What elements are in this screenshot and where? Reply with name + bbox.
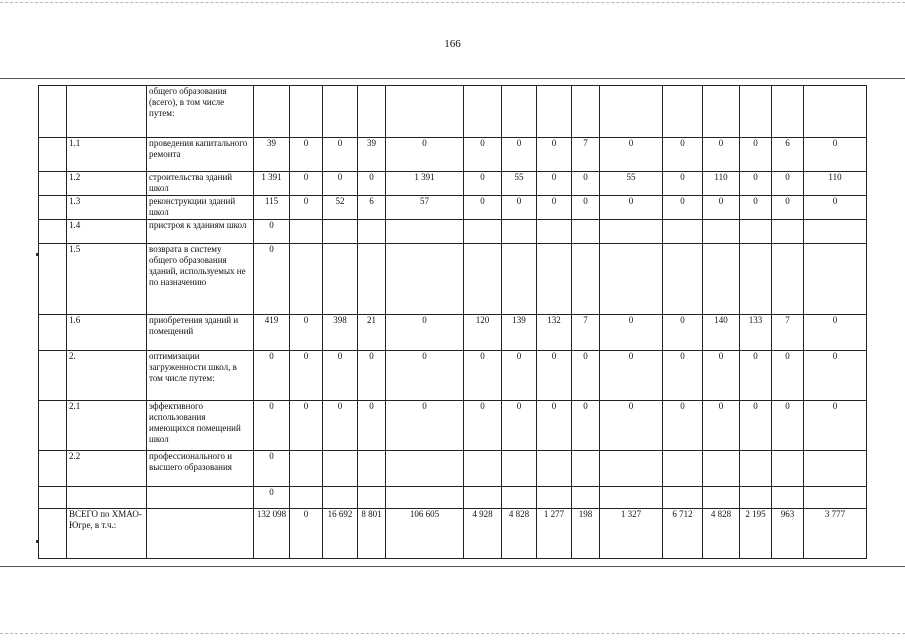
table-cell — [323, 244, 358, 315]
row-marker-cell — [39, 451, 67, 487]
table-cell: 0 — [254, 351, 290, 401]
table-row — [39, 487, 867, 509]
table-cell: 0 — [772, 351, 804, 401]
table-row — [39, 244, 867, 315]
table-cell: 57 — [386, 196, 464, 220]
table-cell: 0 — [464, 401, 502, 451]
table-cell — [537, 86, 572, 138]
table-cell: 39 — [254, 138, 290, 172]
table-cell: 0 — [772, 196, 804, 220]
table-cell — [502, 487, 537, 509]
table-cell — [663, 451, 703, 487]
table-cell: 419 — [254, 315, 290, 351]
table-cell — [772, 487, 804, 509]
total-cell: 198 — [572, 509, 600, 559]
table-cell — [502, 451, 537, 487]
table-cell — [464, 451, 502, 487]
table-cell — [572, 86, 600, 138]
table-cell — [537, 451, 572, 487]
table-cell — [703, 451, 740, 487]
row-marker-cell — [39, 220, 67, 244]
total-cell: 3 777 — [804, 509, 867, 559]
table-cell — [290, 220, 323, 244]
table-row — [39, 172, 867, 196]
table-cell: 0 — [254, 451, 290, 487]
page-number: 166 — [444, 38, 461, 50]
row-marker-cell — [39, 315, 67, 351]
table-cell — [358, 244, 386, 315]
total-cell: 4 828 — [502, 509, 537, 559]
table-cell: 0 — [804, 351, 867, 401]
data-table — [38, 85, 867, 559]
table-cell — [464, 487, 502, 509]
table-cell: 0 — [663, 138, 703, 172]
total-cell: 4 828 — [703, 509, 740, 559]
row-number: 1.2 — [67, 172, 147, 196]
row-label — [147, 487, 254, 509]
table-cell — [537, 487, 572, 509]
row-number: 1.5 — [67, 244, 147, 315]
table-cell: 1 391 — [386, 172, 464, 196]
table-cell — [358, 86, 386, 138]
table-cell: 0 — [358, 351, 386, 401]
row-label: возврата в систему общего образования зданий, используемых не по назначению — [147, 244, 254, 315]
table-cell — [663, 244, 703, 315]
row-label: общего образования (всего), в том числе путем: — [147, 86, 254, 138]
table-cell: 0 — [772, 172, 804, 196]
row-number: 2.2 — [67, 451, 147, 487]
table-cell: 0 — [703, 351, 740, 401]
table-cell: 0 — [464, 138, 502, 172]
table-cell — [703, 244, 740, 315]
table-cell: 0 — [323, 138, 358, 172]
table-cell: 6 — [358, 196, 386, 220]
table-cell: 0 — [740, 401, 772, 451]
table-cell: 0 — [740, 172, 772, 196]
total-cell: 8 801 — [358, 509, 386, 559]
scan-edge-bottom — [0, 633, 905, 634]
table-cell: 0 — [290, 196, 323, 220]
table-cell: 0 — [600, 351, 663, 401]
table-cell: 0 — [600, 196, 663, 220]
row-label: проведения капитального ремонта — [147, 138, 254, 172]
total-cell: 106 605 — [386, 509, 464, 559]
table-cell: 110 — [804, 172, 867, 196]
table-cell — [323, 487, 358, 509]
table-row — [39, 401, 867, 451]
table-cell: 0 — [663, 196, 703, 220]
table-cell — [386, 451, 464, 487]
table-cell: 0 — [290, 172, 323, 196]
table-cell — [358, 487, 386, 509]
table-cell — [537, 244, 572, 315]
table-cell: 0 — [254, 401, 290, 451]
row-number: 1.3 — [67, 196, 147, 220]
table-cell — [663, 86, 703, 138]
table-cell: 0 — [537, 172, 572, 196]
table-cell: 1 391 — [254, 172, 290, 196]
table-cell: 0 — [537, 401, 572, 451]
table-cell: 0 — [703, 196, 740, 220]
table-cell — [804, 487, 867, 509]
total-cell: 1 277 — [537, 509, 572, 559]
table-cell — [772, 244, 804, 315]
table-cell — [703, 487, 740, 509]
row-label: оптимизации загруженности школ, в том числе путем: — [147, 351, 254, 401]
table-cell — [464, 220, 502, 244]
table-cell — [740, 487, 772, 509]
table-cell — [464, 244, 502, 315]
table-cell: 55 — [600, 172, 663, 196]
table-cell: 7 — [572, 138, 600, 172]
row-marker-cell — [39, 196, 67, 220]
total-cell: 0 — [290, 509, 323, 559]
table-cell — [740, 86, 772, 138]
table-cell — [804, 451, 867, 487]
table-cell — [502, 220, 537, 244]
table-cell: 0 — [600, 315, 663, 351]
row-marker-cell — [39, 487, 67, 509]
row-marker-cell — [39, 244, 67, 315]
table-cell — [772, 220, 804, 244]
table-cell: 139 — [502, 315, 537, 351]
table-cell: 55 — [502, 172, 537, 196]
row-label: приобретения зданий и помещений — [147, 315, 254, 351]
table-row — [39, 196, 867, 220]
table-cell: 0 — [663, 401, 703, 451]
table-cell: 0 — [464, 196, 502, 220]
table-cell: 0 — [502, 196, 537, 220]
table-cell — [323, 451, 358, 487]
table-cell — [804, 244, 867, 315]
footer-divider — [0, 566, 905, 567]
row-marker-cell — [39, 138, 67, 172]
table-cell: 0 — [502, 138, 537, 172]
table-cell: 0 — [290, 138, 323, 172]
table-cell — [572, 244, 600, 315]
table-cell: 0 — [358, 401, 386, 451]
table-cell: 0 — [323, 172, 358, 196]
table-cell: 140 — [703, 315, 740, 351]
table-cell: 0 — [323, 401, 358, 451]
total-cell: 16 692 — [323, 509, 358, 559]
table-cell: 0 — [254, 220, 290, 244]
row-number: 1.1 — [67, 138, 147, 172]
header-divider — [0, 78, 905, 79]
table-cell — [290, 86, 323, 138]
table-cell: 0 — [663, 351, 703, 401]
table-cell: 0 — [804, 138, 867, 172]
table-cell: 0 — [572, 351, 600, 401]
table-row — [39, 86, 867, 138]
table-cell: 0 — [502, 401, 537, 451]
table-cell: 0 — [740, 351, 772, 401]
total-empty-cell — [147, 509, 254, 559]
table-cell: 0 — [804, 315, 867, 351]
table-cell — [386, 86, 464, 138]
table-cell: 0 — [537, 351, 572, 401]
table-cell — [600, 451, 663, 487]
table-cell — [464, 86, 502, 138]
table-cell — [663, 487, 703, 509]
table-cell — [290, 244, 323, 315]
table-cell — [386, 487, 464, 509]
row-number — [67, 487, 147, 509]
row-label: пристроя к зданиям школ — [147, 220, 254, 244]
row-number — [67, 86, 147, 138]
table-cell: 0 — [290, 315, 323, 351]
table-cell: 0 — [386, 315, 464, 351]
table-cell: 0 — [804, 401, 867, 451]
table-cell — [502, 86, 537, 138]
table-cell — [254, 86, 290, 138]
table-cell — [600, 487, 663, 509]
table-cell: 0 — [537, 196, 572, 220]
table-cell: 52 — [323, 196, 358, 220]
table-cell: 115 — [254, 196, 290, 220]
table-cell: 0 — [386, 138, 464, 172]
row-number: 1.6 — [67, 315, 147, 351]
table-row — [39, 220, 867, 244]
table-cell: 0 — [323, 351, 358, 401]
table-cell — [572, 451, 600, 487]
table-cell: 110 — [703, 172, 740, 196]
row-marker-cell — [39, 172, 67, 196]
table-cell: 0 — [663, 315, 703, 351]
table-cell: 21 — [358, 315, 386, 351]
table-cell — [386, 244, 464, 315]
table-cell: 398 — [323, 315, 358, 351]
table-cell: 120 — [464, 315, 502, 351]
table-cell: 0 — [740, 196, 772, 220]
row-number: 2. — [67, 351, 147, 401]
table-row — [39, 351, 867, 401]
table-cell: 0 — [386, 401, 464, 451]
total-cell: 4 928 — [464, 509, 502, 559]
table-cell: 0 — [572, 172, 600, 196]
table-cell — [740, 220, 772, 244]
table-cell — [740, 451, 772, 487]
table-cell — [772, 86, 804, 138]
total-cell: 2 195 — [740, 509, 772, 559]
row-number: 2.1 — [67, 401, 147, 451]
table-cell — [663, 220, 703, 244]
total-cell: 963 — [772, 509, 804, 559]
table-cell: 0 — [600, 401, 663, 451]
row-label: профессионального и высшего образования — [147, 451, 254, 487]
total-cell: 1 327 — [600, 509, 663, 559]
table-cell — [323, 220, 358, 244]
table-cell — [600, 86, 663, 138]
table-cell: 0 — [464, 172, 502, 196]
table-row — [39, 315, 867, 351]
row-label: эффективного использования имеющихся помещений школ — [147, 401, 254, 451]
table-cell: 6 — [772, 138, 804, 172]
table-cell: 0 — [740, 138, 772, 172]
table-cell — [772, 451, 804, 487]
table-row — [39, 138, 867, 172]
table-cell: 0 — [290, 401, 323, 451]
row-marker-cell — [39, 401, 67, 451]
table-cell — [290, 487, 323, 509]
table-cell: 0 — [804, 196, 867, 220]
table-cell — [358, 220, 386, 244]
table-cell — [386, 220, 464, 244]
row-label: реконструкции зданий школ — [147, 196, 254, 220]
table-cell — [290, 451, 323, 487]
table-cell: 0 — [537, 138, 572, 172]
table-cell — [804, 220, 867, 244]
table-cell: 0 — [703, 138, 740, 172]
table-cell: 0 — [358, 172, 386, 196]
table-cell — [572, 220, 600, 244]
table-cell: 7 — [772, 315, 804, 351]
row-marker-cell — [39, 86, 67, 138]
table-cell: 0 — [703, 401, 740, 451]
table-cell: 133 — [740, 315, 772, 351]
row-marker-cell — [39, 351, 67, 401]
total-cell: 132 098 — [254, 509, 290, 559]
table-cell: 7 — [572, 315, 600, 351]
table-cell: 0 — [502, 351, 537, 401]
table-cell: 0 — [600, 138, 663, 172]
table-cell — [600, 220, 663, 244]
table-row — [39, 451, 867, 487]
table-cell: 132 — [537, 315, 572, 351]
total-label: ВСЕГО по ХМАО-Югре, в т.ч.: — [67, 509, 147, 559]
table-cell: 0 — [386, 351, 464, 401]
table-cell: 0 — [464, 351, 502, 401]
table-cell: 39 — [358, 138, 386, 172]
table-cell — [703, 86, 740, 138]
table-cell: 0 — [572, 196, 600, 220]
row-number: 1.4 — [67, 220, 147, 244]
table-cell — [703, 220, 740, 244]
table-cell — [740, 244, 772, 315]
table-row-total — [39, 509, 867, 559]
scan-edge-top — [0, 2, 905, 3]
table-cell — [804, 86, 867, 138]
table-cell: 0 — [663, 172, 703, 196]
row-marker-cell — [39, 509, 67, 559]
table-cell — [572, 487, 600, 509]
total-cell: 6 712 — [663, 509, 703, 559]
table-cell: 0 — [772, 401, 804, 451]
table-cell — [537, 220, 572, 244]
table-cell: 0 — [254, 487, 290, 509]
table-cell: 0 — [254, 244, 290, 315]
table-cell — [502, 244, 537, 315]
table-cell — [358, 451, 386, 487]
row-label: строительства зданий школ — [147, 172, 254, 196]
table-cell: 0 — [572, 401, 600, 451]
table-cell: 0 — [290, 351, 323, 401]
table-cell — [600, 244, 663, 315]
table-cell — [323, 86, 358, 138]
